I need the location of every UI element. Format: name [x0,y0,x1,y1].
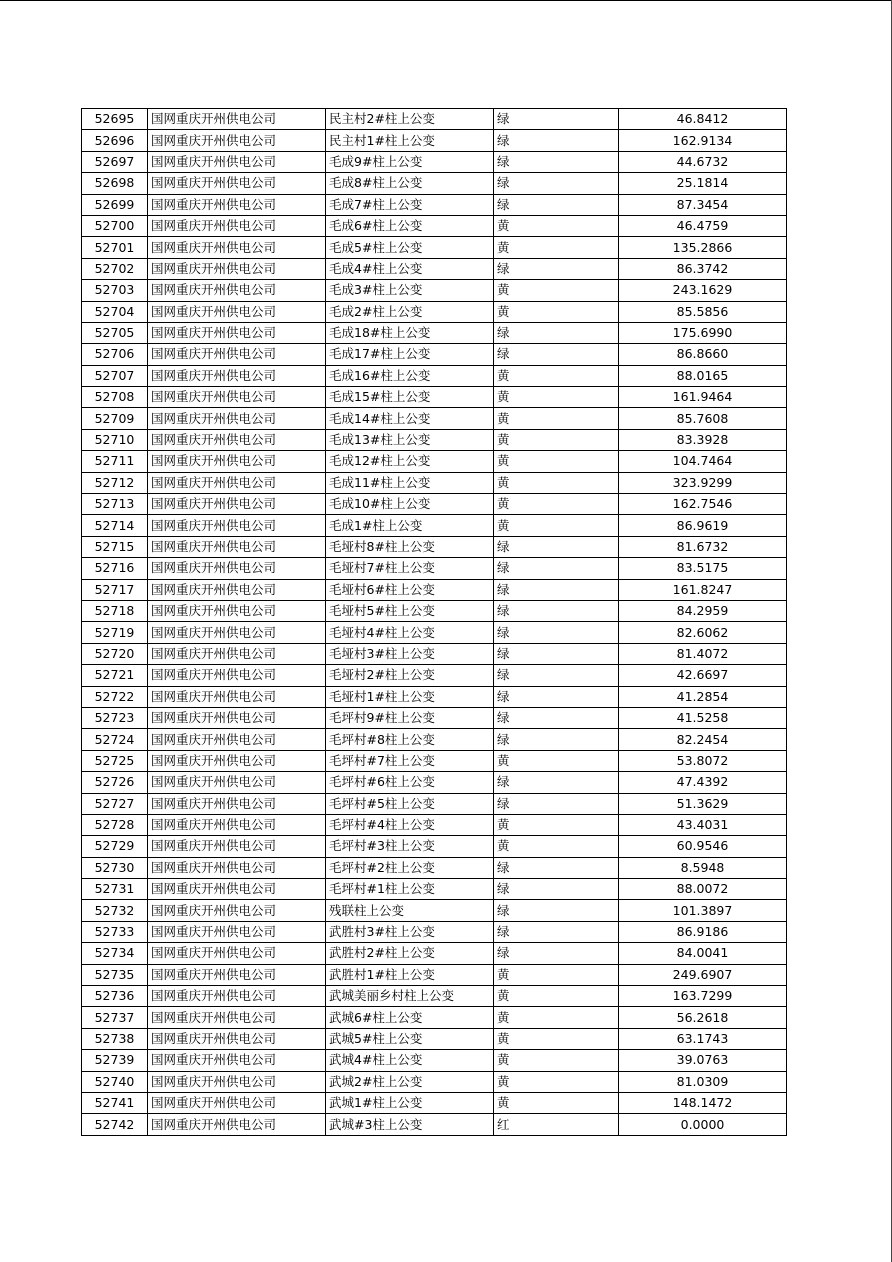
value-cell: 243.1629 [619,280,787,301]
transformer-name-cell: 毛坪村#7柱上公变 [326,750,494,771]
status-color-cell: 绿 [494,900,619,921]
value-cell: 46.4759 [619,215,787,236]
transformer-name-cell: 毛成10#柱上公变 [326,494,494,515]
id-cell: 52704 [82,301,148,322]
value-cell: 41.5258 [619,707,787,728]
transformer-name-cell: 武胜村1#柱上公变 [326,964,494,985]
status-color-cell: 绿 [494,194,619,215]
transformer-name-cell: 毛成13#柱上公变 [326,429,494,450]
page-top-border [0,0,892,1]
id-cell: 52709 [82,408,148,429]
id-cell: 52726 [82,772,148,793]
id-cell: 52734 [82,943,148,964]
transformer-name-cell: 武城6#柱上公变 [326,1007,494,1028]
id-cell: 52741 [82,1092,148,1113]
company-cell: 国网重庆开州供电公司 [148,879,326,900]
id-cell: 52701 [82,237,148,258]
status-color-cell: 绿 [494,258,619,279]
transformer-name-cell: 毛坪村#6柱上公变 [326,772,494,793]
company-cell: 国网重庆开州供电公司 [148,494,326,515]
id-cell: 52712 [82,472,148,493]
value-cell: 85.7608 [619,408,787,429]
company-cell: 国网重庆开州供电公司 [148,301,326,322]
transformer-name-cell: 毛垭村4#柱上公变 [326,622,494,643]
table-row [82,964,787,985]
transformer-name-cell: 毛成14#柱上公变 [326,408,494,429]
table-row [82,515,787,536]
transformer-name-cell: 毛垭村6#柱上公变 [326,579,494,600]
id-cell: 52738 [82,1028,148,1049]
status-color-cell: 绿 [494,943,619,964]
transformer-name-cell: 毛坪村#5柱上公变 [326,793,494,814]
status-color-cell: 绿 [494,686,619,707]
value-cell: 0.0000 [619,1114,787,1135]
table-row [82,472,787,493]
status-color-cell: 黄 [494,429,619,450]
value-cell: 82.6062 [619,622,787,643]
status-color-cell: 黄 [494,365,619,386]
value-cell: 8.5948 [619,857,787,878]
id-cell: 52705 [82,322,148,343]
company-cell: 国网重庆开州供电公司 [148,921,326,942]
value-cell: 161.8247 [619,579,787,600]
status-color-cell: 绿 [494,857,619,878]
table-row [82,301,787,322]
company-cell: 国网重庆开州供电公司 [148,1050,326,1071]
value-cell: 53.8072 [619,750,787,771]
table-row [82,109,787,130]
transformer-name-cell: 毛成17#柱上公变 [326,344,494,365]
value-cell: 84.0041 [619,943,787,964]
id-cell: 52739 [82,1050,148,1071]
value-cell: 135.2866 [619,237,787,258]
transformer-name-cell: 武城5#柱上公变 [326,1028,494,1049]
transformer-name-cell: 武城美丽乡村柱上公变 [326,986,494,1007]
company-cell: 国网重庆开州供电公司 [148,836,326,857]
value-cell: 46.8412 [619,109,787,130]
company-cell: 国网重庆开州供电公司 [148,472,326,493]
table-row [82,622,787,643]
status-color-cell: 绿 [494,622,619,643]
id-cell: 52711 [82,451,148,472]
data-table [81,108,787,1136]
company-cell: 国网重庆开州供电公司 [148,643,326,664]
status-color-cell: 绿 [494,536,619,557]
transformer-name-cell: 民主村1#柱上公变 [326,130,494,151]
company-cell: 国网重庆开州供电公司 [148,151,326,172]
status-color-cell: 黄 [494,494,619,515]
company-cell: 国网重庆开州供电公司 [148,387,326,408]
transformer-name-cell: 毛成16#柱上公变 [326,365,494,386]
value-cell: 81.4072 [619,643,787,664]
table-row [82,365,787,386]
id-cell: 52730 [82,857,148,878]
value-cell: 83.3928 [619,429,787,450]
table-row [82,1028,787,1049]
status-color-cell: 黄 [494,451,619,472]
company-cell: 国网重庆开州供电公司 [148,536,326,557]
id-cell: 52733 [82,921,148,942]
table-row [82,857,787,878]
company-cell: 国网重庆开州供电公司 [148,173,326,194]
id-cell: 52699 [82,194,148,215]
company-cell: 国网重庆开州供电公司 [148,600,326,621]
id-cell: 52736 [82,986,148,1007]
status-color-cell: 绿 [494,151,619,172]
value-cell: 86.3742 [619,258,787,279]
table-row [82,879,787,900]
value-cell: 162.7546 [619,494,787,515]
transformer-name-cell: 毛坪村#4柱上公变 [326,814,494,835]
table-body [82,109,787,1136]
status-color-cell: 绿 [494,729,619,750]
company-cell: 国网重庆开州供电公司 [148,622,326,643]
id-cell: 52698 [82,173,148,194]
id-cell: 52707 [82,365,148,386]
value-cell: 25.1814 [619,173,787,194]
company-cell: 国网重庆开州供电公司 [148,215,326,236]
company-cell: 国网重庆开州供电公司 [148,408,326,429]
id-cell: 52718 [82,600,148,621]
table-row [82,151,787,172]
value-cell: 44.6732 [619,151,787,172]
table-row [82,750,787,771]
id-cell: 52727 [82,793,148,814]
value-cell: 148.1472 [619,1092,787,1113]
transformer-name-cell: 武胜村3#柱上公变 [326,921,494,942]
value-cell: 249.6907 [619,964,787,985]
transformer-name-cell: 毛坪村#3柱上公变 [326,836,494,857]
transformer-name-cell: 毛成4#柱上公变 [326,258,494,279]
table-row [82,943,787,964]
transformer-name-cell: 毛成1#柱上公变 [326,515,494,536]
value-cell: 86.9186 [619,921,787,942]
status-color-cell: 黄 [494,280,619,301]
table-row [82,707,787,728]
status-color-cell: 黄 [494,215,619,236]
id-cell: 52715 [82,536,148,557]
status-color-cell: 绿 [494,643,619,664]
status-color-cell: 红 [494,1114,619,1135]
company-cell: 国网重庆开州供电公司 [148,900,326,921]
table-row [82,900,787,921]
status-color-cell: 绿 [494,173,619,194]
table-row [82,237,787,258]
value-cell: 323.9299 [619,472,787,493]
transformer-name-cell: 残联柱上公变 [326,900,494,921]
status-color-cell: 绿 [494,665,619,686]
table-row [82,387,787,408]
status-color-cell: 绿 [494,921,619,942]
company-cell: 国网重庆开州供电公司 [148,258,326,279]
table-row [82,729,787,750]
company-cell: 国网重庆开州供电公司 [148,793,326,814]
table-row [82,194,787,215]
table-row [82,322,787,343]
transformer-name-cell: 毛坪村#8柱上公变 [326,729,494,750]
company-cell: 国网重庆开州供电公司 [148,772,326,793]
table-row [82,772,787,793]
id-cell: 52706 [82,344,148,365]
company-cell: 国网重庆开州供电公司 [148,857,326,878]
company-cell: 国网重庆开州供电公司 [148,686,326,707]
transformer-name-cell: 毛成18#柱上公变 [326,322,494,343]
transformer-name-cell: 武城#3柱上公变 [326,1114,494,1135]
status-color-cell: 绿 [494,600,619,621]
table-row [82,600,787,621]
table-row [82,643,787,664]
company-cell: 国网重庆开州供电公司 [148,1114,326,1135]
transformer-name-cell: 毛垭村5#柱上公变 [326,600,494,621]
id-cell: 52700 [82,215,148,236]
company-cell: 国网重庆开州供电公司 [148,750,326,771]
table-row [82,686,787,707]
id-cell: 52740 [82,1071,148,1092]
transformer-name-cell: 毛成9#柱上公变 [326,151,494,172]
id-cell: 52724 [82,729,148,750]
value-cell: 163.7299 [619,986,787,1007]
value-cell: 81.6732 [619,536,787,557]
transformer-name-cell: 毛垭村8#柱上公变 [326,536,494,557]
table-row [82,1114,787,1135]
value-cell: 83.5175 [619,558,787,579]
value-cell: 39.0763 [619,1050,787,1071]
status-color-cell: 绿 [494,130,619,151]
value-cell: 63.1743 [619,1028,787,1049]
company-cell: 国网重庆开州供电公司 [148,237,326,258]
id-cell: 52720 [82,643,148,664]
status-color-cell: 绿 [494,793,619,814]
status-color-cell: 绿 [494,772,619,793]
transformer-name-cell: 毛坪村9#柱上公变 [326,707,494,728]
status-color-cell: 黄 [494,301,619,322]
id-cell: 52713 [82,494,148,515]
table-row [82,836,787,857]
status-color-cell: 黄 [494,1007,619,1028]
status-color-cell: 黄 [494,387,619,408]
id-cell: 52731 [82,879,148,900]
id-cell: 52708 [82,387,148,408]
id-cell: 52729 [82,836,148,857]
status-color-cell: 黄 [494,237,619,258]
company-cell: 国网重庆开州供电公司 [148,280,326,301]
company-cell: 国网重庆开州供电公司 [148,130,326,151]
value-cell: 82.2454 [619,729,787,750]
company-cell: 国网重庆开州供电公司 [148,515,326,536]
id-cell: 52728 [82,814,148,835]
company-cell: 国网重庆开州供电公司 [148,986,326,1007]
value-cell: 86.8660 [619,344,787,365]
transformer-name-cell: 毛垭村1#柱上公变 [326,686,494,707]
value-cell: 101.3897 [619,900,787,921]
id-cell: 52714 [82,515,148,536]
status-color-cell: 绿 [494,344,619,365]
company-cell: 国网重庆开州供电公司 [148,943,326,964]
company-cell: 国网重庆开州供电公司 [148,1071,326,1092]
status-color-cell: 绿 [494,707,619,728]
status-color-cell: 黄 [494,1071,619,1092]
company-cell: 国网重庆开州供电公司 [148,1007,326,1028]
company-cell: 国网重庆开州供电公司 [148,322,326,343]
transformer-name-cell: 毛成8#柱上公变 [326,173,494,194]
table-row [82,451,787,472]
company-cell: 国网重庆开州供电公司 [148,964,326,985]
value-cell: 51.3629 [619,793,787,814]
table-row [82,921,787,942]
value-cell: 87.3454 [619,194,787,215]
transformer-name-cell: 毛垭村3#柱上公变 [326,643,494,664]
table-row [82,579,787,600]
company-cell: 国网重庆开州供电公司 [148,1092,326,1113]
table-row [82,408,787,429]
value-cell: 162.9134 [619,130,787,151]
id-cell: 52742 [82,1114,148,1135]
table-row [82,215,787,236]
status-color-cell: 绿 [494,109,619,130]
company-cell: 国网重庆开州供电公司 [148,365,326,386]
status-color-cell: 黄 [494,1028,619,1049]
transformer-name-cell: 武城1#柱上公变 [326,1092,494,1113]
transformer-name-cell: 毛垭村7#柱上公变 [326,558,494,579]
status-color-cell: 黄 [494,964,619,985]
company-cell: 国网重庆开州供电公司 [148,1028,326,1049]
transformer-name-cell: 武城4#柱上公变 [326,1050,494,1071]
table-row [82,558,787,579]
table-row [82,130,787,151]
transformer-name-cell: 武胜村2#柱上公变 [326,943,494,964]
id-cell: 52710 [82,429,148,450]
table-row [82,1007,787,1028]
transformer-name-cell: 毛坪村#2柱上公变 [326,857,494,878]
id-cell: 52721 [82,665,148,686]
company-cell: 国网重庆开州供电公司 [148,451,326,472]
transformer-name-cell: 毛成5#柱上公变 [326,237,494,258]
value-cell: 88.0165 [619,365,787,386]
company-cell: 国网重庆开州供电公司 [148,707,326,728]
status-color-cell: 绿 [494,879,619,900]
value-cell: 56.2618 [619,1007,787,1028]
table-row [82,793,787,814]
table-row [82,494,787,515]
id-cell: 52725 [82,750,148,771]
value-cell: 47.4392 [619,772,787,793]
value-cell: 88.0072 [619,879,787,900]
id-cell: 52719 [82,622,148,643]
value-cell: 161.9464 [619,387,787,408]
status-color-cell: 黄 [494,750,619,771]
status-color-cell: 黄 [494,986,619,1007]
status-color-cell: 黄 [494,472,619,493]
value-cell: 60.9546 [619,836,787,857]
id-cell: 52717 [82,579,148,600]
company-cell: 国网重庆开州供电公司 [148,814,326,835]
table-row [82,665,787,686]
value-cell: 86.9619 [619,515,787,536]
transformer-name-cell: 毛成15#柱上公变 [326,387,494,408]
value-cell: 84.2959 [619,600,787,621]
value-cell: 42.6697 [619,665,787,686]
id-cell: 52697 [82,151,148,172]
table-row [82,258,787,279]
id-cell: 52696 [82,130,148,151]
transformer-name-cell: 毛成3#柱上公变 [326,280,494,301]
id-cell: 52716 [82,558,148,579]
table-row [82,344,787,365]
table-row [82,1092,787,1113]
status-color-cell: 绿 [494,322,619,343]
status-color-cell: 黄 [494,836,619,857]
table-row [82,1071,787,1092]
id-cell: 52723 [82,707,148,728]
company-cell: 国网重庆开州供电公司 [148,194,326,215]
id-cell: 52735 [82,964,148,985]
table-row [82,429,787,450]
status-color-cell: 黄 [494,1050,619,1071]
status-color-cell: 黄 [494,814,619,835]
id-cell: 52695 [82,109,148,130]
transformer-name-cell: 毛坪村#1柱上公变 [326,879,494,900]
company-cell: 国网重庆开州供电公司 [148,665,326,686]
transformer-name-cell: 毛成2#柱上公变 [326,301,494,322]
value-cell: 81.0309 [619,1071,787,1092]
table-row [82,280,787,301]
table-row [82,536,787,557]
company-cell: 国网重庆开州供电公司 [148,109,326,130]
status-color-cell: 绿 [494,579,619,600]
value-cell: 104.7464 [619,451,787,472]
value-cell: 41.2854 [619,686,787,707]
table-row [82,173,787,194]
id-cell: 52722 [82,686,148,707]
transformer-name-cell: 毛成12#柱上公变 [326,451,494,472]
company-cell: 国网重庆开州供电公司 [148,558,326,579]
transformer-name-cell: 武城2#柱上公变 [326,1071,494,1092]
id-cell: 52732 [82,900,148,921]
value-cell: 85.5856 [619,301,787,322]
transformer-name-cell: 毛成6#柱上公变 [326,215,494,236]
id-cell: 52702 [82,258,148,279]
company-cell: 国网重庆开州供电公司 [148,579,326,600]
table-row [82,1050,787,1071]
id-cell: 52703 [82,280,148,301]
table-row [82,986,787,1007]
company-cell: 国网重庆开州供电公司 [148,429,326,450]
table-row [82,814,787,835]
transformer-name-cell: 毛成11#柱上公变 [326,472,494,493]
id-cell: 52737 [82,1007,148,1028]
status-color-cell: 黄 [494,408,619,429]
transformer-name-cell: 毛垭村2#柱上公变 [326,665,494,686]
company-cell: 国网重庆开州供电公司 [148,729,326,750]
value-cell: 175.6990 [619,322,787,343]
company-cell: 国网重庆开州供电公司 [148,344,326,365]
value-cell: 43.4031 [619,814,787,835]
status-color-cell: 绿 [494,558,619,579]
status-color-cell: 黄 [494,1092,619,1113]
status-color-cell: 黄 [494,515,619,536]
transformer-name-cell: 民主村2#柱上公变 [326,109,494,130]
transformer-name-cell: 毛成7#柱上公变 [326,194,494,215]
